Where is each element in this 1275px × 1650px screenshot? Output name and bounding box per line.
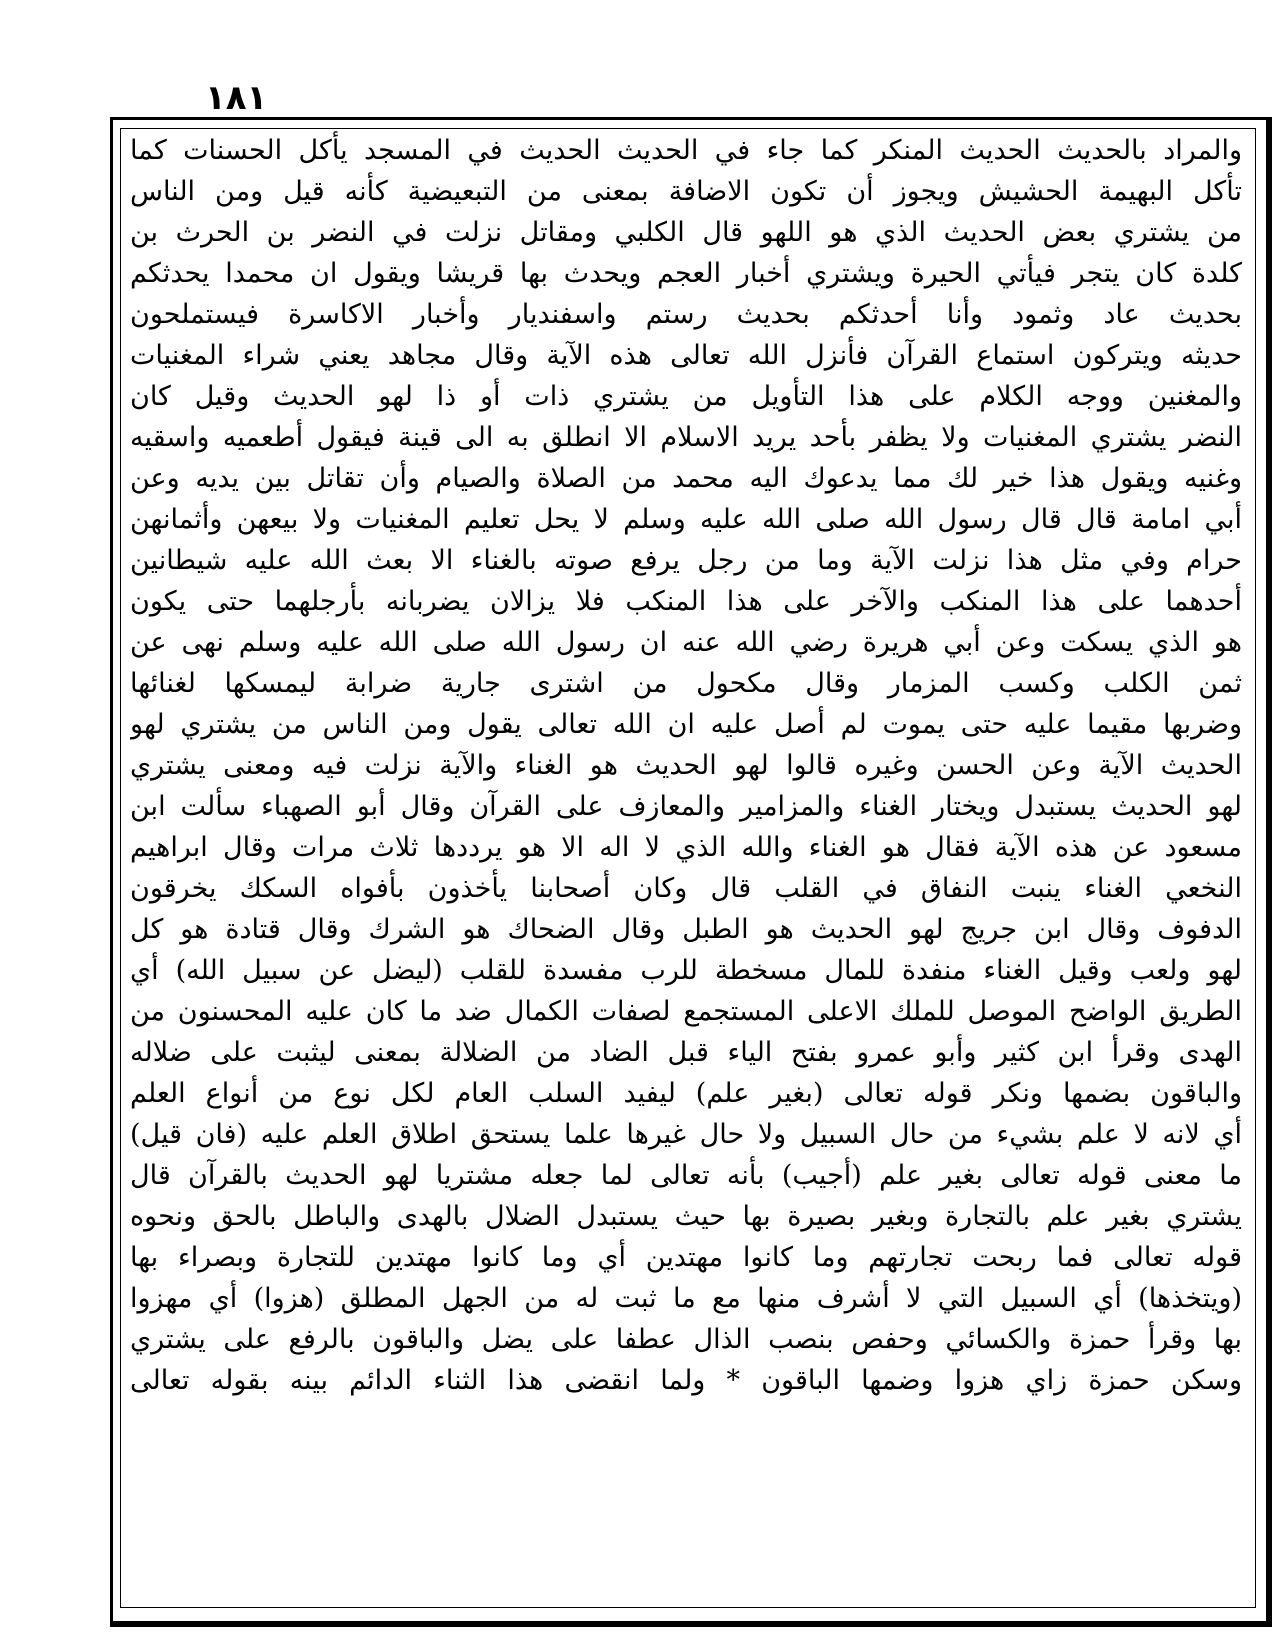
text-line: الطريق الواضح الموصل للملك الاعلى المستجمع لصفات الكمال ضد ما كان عليه المحسنون من: [130, 996, 1242, 1027]
text-line: النضر يشتري المغنيات ولا يظفر بأحد يريد الاسلام الا انطلق به الى قينة فيقول أطعميه واسقيه: [130, 422, 1242, 453]
text-line: مسعود عن هذه الآية فقال هو الغناء والله الذي لا اله الا هو يرددها ثلاث مرات وقال ابراهيم: [130, 832, 1242, 863]
text-line: أبي امامة قال قال رسول الله صلى الله عليه وسلم لا يحل تعليم المغنيات ولا بيعهن وأثمانهن: [130, 504, 1242, 535]
text-line: يشتري بغير علم بالتجارة وبغير بصيرة بها حيث يستبدل الضلال بالهدى والباطل بالحق ونحوه: [130, 1201, 1242, 1232]
text-line: كلدة كان يتجر فيأتي الحيرة ويشتري أخبار العجم ويحدث بها قريشا ويقول ان محمدا يحدثكم: [130, 258, 1242, 289]
text-line: والمراد بالحديث الحديث المنكر كما جاء في الحديث الحديث في المسجد يأكل الحسنات كما: [130, 135, 1242, 166]
text-line: (ويتخذها) أي السبيل التي لا أشرف منها مع ما ثبت له من الجهل المطلق (هزوا) أي مهزوا: [130, 1283, 1242, 1314]
text-line: لهو ولعب وقيل الغناء منفدة للمال مسخطة للرب مفسدة للقلب (ليضل عن سبيل الله) أي: [130, 955, 1242, 986]
text-line: الهدى وقرأ ابن كثير وأبو عمرو بفتح الياء قبل الضاد من الضلالة بمعنى ليثبت على ضلاله: [130, 1037, 1242, 1068]
text-line: ثمن الكلب وكسب المزمار وقال مكحول من اشترى جارية ضرابة ليمسكها لغنائها: [130, 668, 1242, 699]
page-number: ١٨١: [205, 78, 268, 118]
text-line: الدفوف وقال ابن جريج لهو الحديث هو الطبل وقال الضحاك هو الشرك وقال قتادة هو كل: [130, 914, 1242, 945]
text-line: الحديث الآية وعن الحسن وغيره قالوا لهو الحديث هو الغناء والآية نزلت فيه ومعنى يشتري: [130, 750, 1242, 781]
text-line: من يشتري بعض الحديث الذي هو اللهو قال الكلبي ومقاتل نزلت في النضر بن الحرث بن: [130, 217, 1242, 248]
text-line: وضربها مقيما عليه حتى يموت لم أصل عليه ان الله تعالى يقول ومن الناس من يشتري لهو: [130, 709, 1242, 740]
text-line: ما معنى قوله تعالى بغير علم (أجيب) بأنه تعالى لما جعله مشتريا لهو الحديث بالقرآن قال: [130, 1160, 1242, 1191]
text-line: أي لانه لا علم بشيء من حال السبيل ولا حال غيرها علما يستحق اطلاق العلم عليه (فان قيل): [130, 1119, 1242, 1150]
body-text: [130, 130, 1242, 1606]
text-line: والمغنين ووجه الكلام على هذا التأويل من يشتري ذات أو ذا لهو الحديث وقيل كان: [130, 381, 1242, 412]
text-line: تأكل البهيمة الحشيش ويجوز أن تكون الاضافة بمعنى من التبعيضية كأنه قيل ومن الناس: [130, 176, 1242, 207]
text-line: وسكن حمزة زاي هزوا وضمها الباقون * ولما انقضى هذا الثناء الدائم بينه بقوله تعالى: [130, 1365, 1242, 1396]
text-line: بحديث عاد وثمود وأنا أحدثكم بحديث رستم واسفنديار وأخبار الاكاسرة فيستملحون: [130, 299, 1242, 330]
text-line: حرام وفي مثل هذا نزلت الآية وما من رجل يرفع صوته بالغناء الا بعث الله عليه شيطانين: [130, 545, 1242, 576]
text-line: وغنيه ويقول هذا خير لك مما يدعوك اليه محمد من الصلاة والصيام وأن تقاتل بين يديه وعن: [130, 463, 1242, 494]
text-line: والباقون بضمها ونكر قوله تعالى (بغير علم) ليفيد السلب العام لكل نوع من أنواع العلم: [130, 1078, 1242, 1109]
text-line: بها وقرأ حمزة والكسائي وحفص بنصب الذال عطفا على يضل والباقون بالرفع على يشتري: [130, 1324, 1242, 1355]
text-line: أحدهما على هذا المنكب والآخر على هذا المنكب فلا يزالان يضربانه بأرجلهما حتى يكون: [130, 586, 1242, 617]
text-line: النخعي الغناء ينبت النفاق في القلب قال وكان أصحابنا يأخذون بأفواه السكك يخرقون: [130, 873, 1242, 904]
text-line: حديثه ويتركون استماع القرآن فأنزل الله تعالى هذه الآية وقال مجاهد يعني شراء المغنيات: [130, 340, 1242, 371]
text-line: هو الذي يسكت وعن أبي هريرة رضي الله عنه ان رسول الله صلى الله عليه وسلم نهى عن: [130, 627, 1242, 658]
text-line: قوله تعالى فما ربحت تجارتهم وما كانوا مهتدين أي وما كانوا مهتدين للتجارة وبصراء بها: [130, 1242, 1242, 1273]
text-line: لهو الحديث يستبدل ويختار الغناء والمزامير والمعازف على القرآن وقال أبو الصهباء سألت ابن: [130, 791, 1242, 822]
